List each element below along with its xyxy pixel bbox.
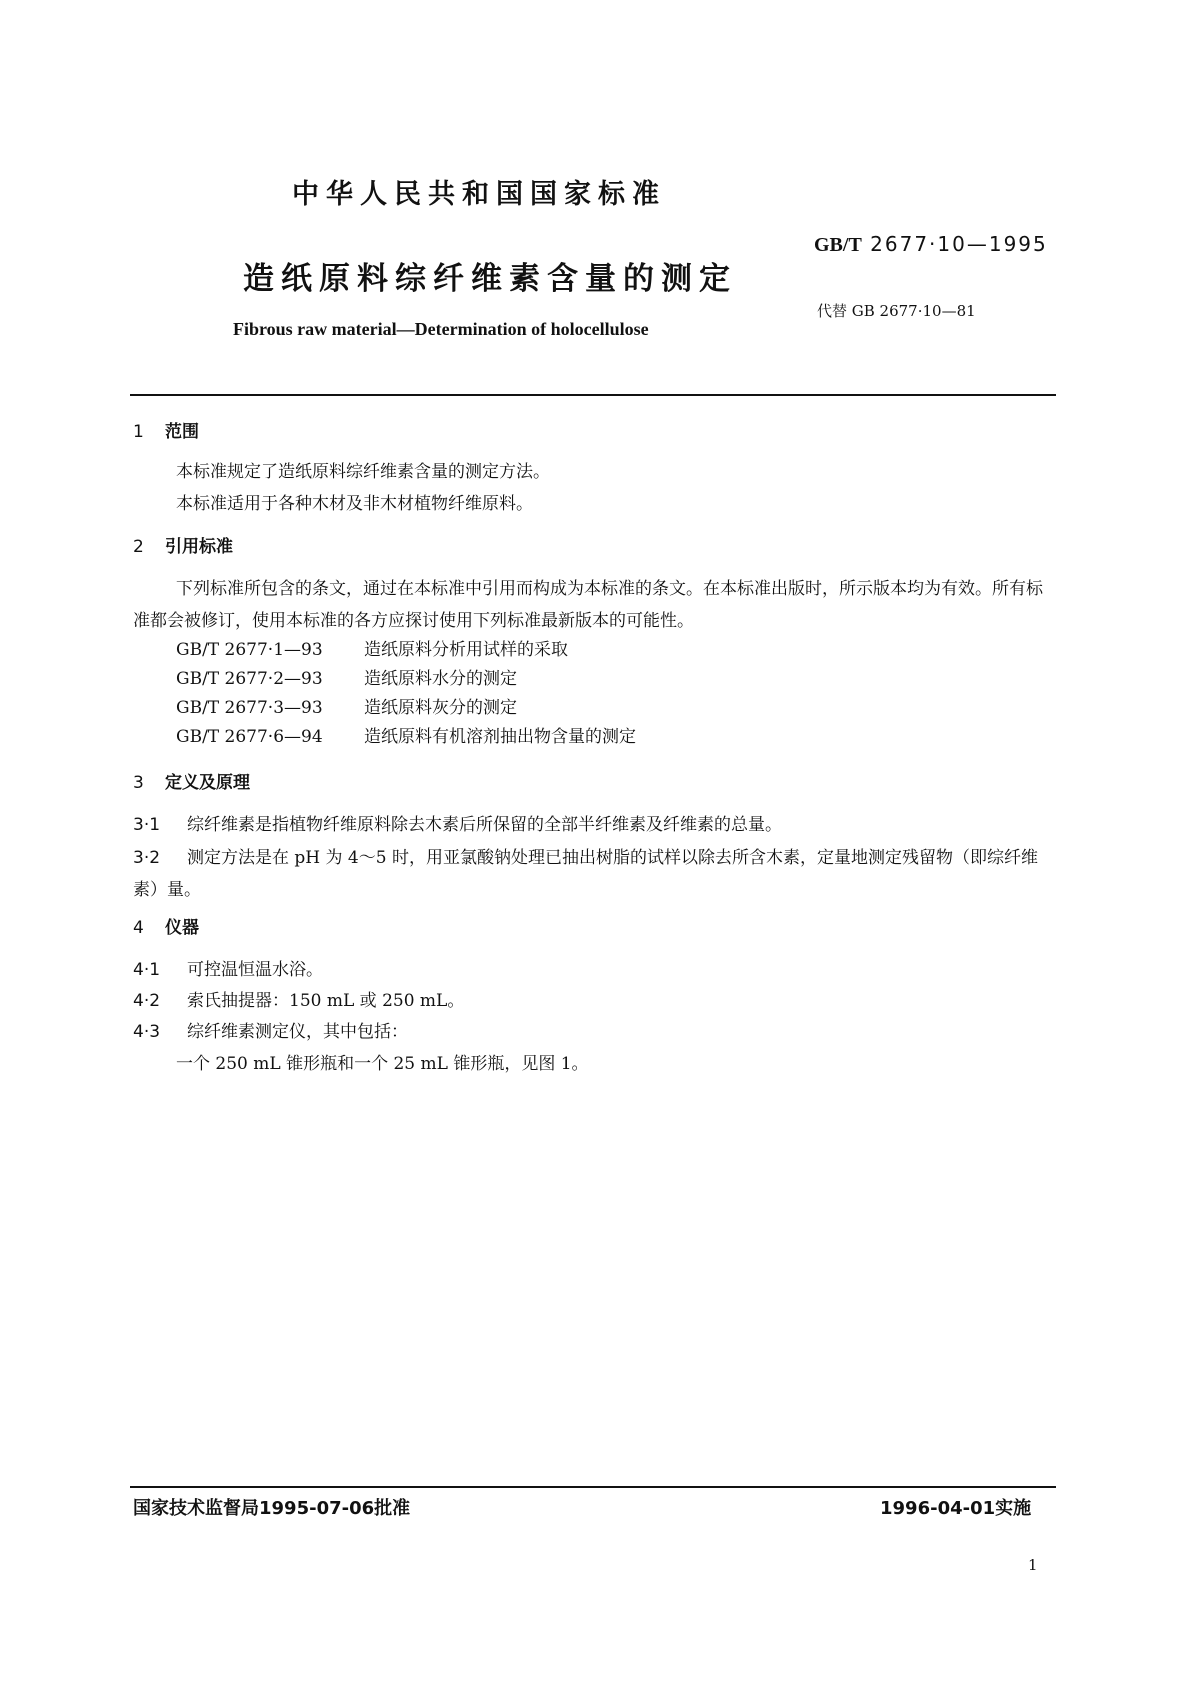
section-number: 1 [133, 422, 144, 442]
clause-item [133, 1016, 1056, 1048]
reference-item [176, 634, 568, 666]
reference-code: GB/T 2677·3—93 [176, 698, 323, 718]
reference-name: 造纸原料分析用试样的采取 [364, 640, 568, 660]
effective-date: 1996-04-01实施 [880, 1498, 1032, 1519]
reference-code: GB/T 2677·1—93 [176, 640, 323, 660]
section-title: 引用标准 [165, 537, 233, 557]
national-standard-heading: 中华人民共和国国家标准 [292, 179, 666, 210]
section-title: 仪器 [165, 918, 199, 938]
standard-prefix: GB/T [814, 234, 862, 256]
approval-date: 国家技术监督局1995-07-06批准 [133, 1498, 411, 1519]
document-title-en: Fibrous raw material—Determination of holocellulose [233, 319, 649, 339]
section-3-heading [133, 768, 250, 793]
clause-text: 综纤维素测定仪，其中包括： [187, 1022, 408, 1042]
clause-text: 综纤维素是指植物纤维原料除去木素后所保留的全部半纤维素及纤维素的总量。 [187, 815, 782, 835]
page-number: 1 [1028, 1556, 1038, 1574]
clause-number: 4·2 [133, 991, 161, 1011]
reference-item [176, 721, 636, 753]
section-4-heading [133, 913, 199, 938]
section-number: 4 [133, 918, 144, 938]
document-title-cn: 造纸原料综纤维素含量的测定 [243, 261, 737, 297]
section-number: 3 [133, 773, 144, 793]
paragraph: 本标准适用于各种木材及非木材植物纤维原料。 [176, 494, 533, 514]
clause-item [133, 954, 1056, 986]
clause-number: 4·1 [133, 960, 161, 980]
clause-number: 3·2 [133, 848, 161, 868]
paragraph: 下列标准所包含的条文，通过在本标准中引用而构成为本标准的条文。在本标准出版时，所示版本均为有效。所有标准都会被修订，使用本标准的各方应探讨使用下列标准最新版本的可能性。 [133, 579, 1043, 631]
reference-item [176, 663, 517, 695]
section-2-heading [133, 532, 233, 557]
section-title: 定义及原理 [165, 773, 250, 793]
reference-name: 造纸原料有机溶剂抽出物含量的测定 [364, 727, 636, 747]
replaces-standard: 代替 GB 2677·10—81 [817, 302, 976, 320]
reference-name: 造纸原料水分的测定 [364, 669, 517, 689]
clause-item [133, 985, 1056, 1017]
clause-continuation: 一个 250 mL 锥形瓶和一个 25 mL 锥形瓶，见图 1。 [176, 1054, 589, 1074]
reference-name: 造纸原料灰分的测定 [364, 698, 517, 718]
clause-item [133, 809, 1056, 841]
footer-divider [130, 1486, 1056, 1488]
clause-text: 可控温恒温水浴。 [187, 960, 323, 980]
header-divider [130, 394, 1056, 396]
section-number: 2 [133, 537, 144, 557]
clause-text: 测定方法是在 pH 为 4～5 时，用亚氯酸钠处理已抽出树脂的试样以除去所含木素，定量地测定残留物（即综纤维素）量。 [133, 848, 1038, 900]
standard-number [814, 232, 1048, 257]
paragraph: 本标准规定了造纸原料综纤维素含量的测定方法。 [176, 462, 550, 482]
section-1-heading [133, 417, 199, 442]
clause-item [133, 842, 1056, 906]
standard-code: 2677·10—1995 [870, 232, 1048, 256]
reference-item [176, 692, 517, 724]
clause-number: 4·3 [133, 1022, 161, 1042]
section-title: 范围 [165, 422, 199, 442]
clause-text: 索氏抽提器：150 mL 或 250 mL。 [187, 991, 465, 1011]
reference-code: GB/T 2677·2—93 [176, 669, 323, 689]
clause-number: 3·1 [133, 815, 161, 835]
reference-code: GB/T 2677·6—94 [176, 727, 323, 747]
